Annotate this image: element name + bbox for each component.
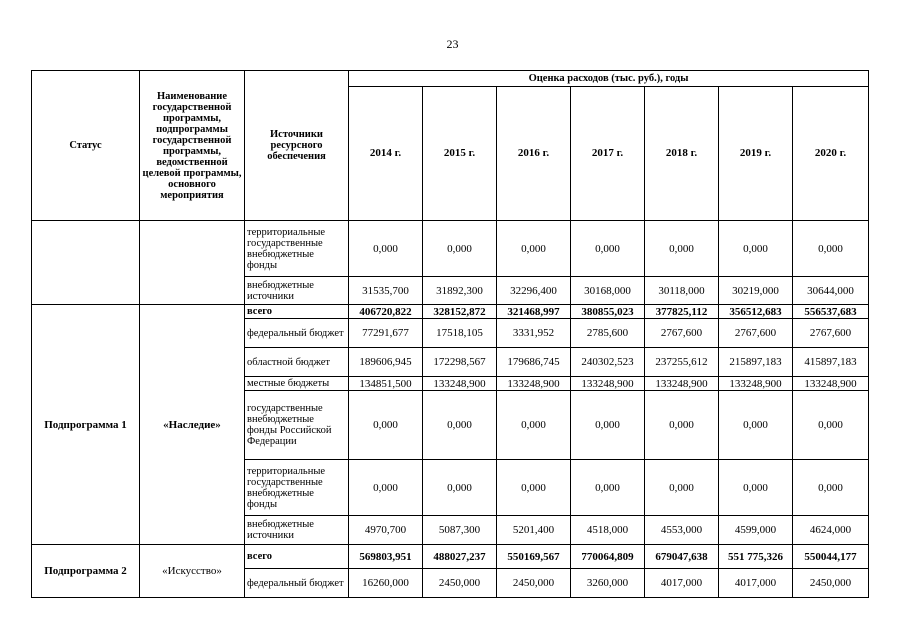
value-cell: 133248,900	[793, 377, 869, 391]
value-cell: 321468,997	[497, 305, 571, 319]
source-cell: всего	[245, 545, 349, 569]
value-cell: 679047,638	[645, 545, 719, 569]
value-cell: 4970,700	[349, 516, 423, 545]
value-cell: 0,000	[423, 221, 497, 277]
value-cell: 0,000	[571, 391, 645, 460]
value-cell: 133248,900	[645, 377, 719, 391]
value-cell: 569803,951	[349, 545, 423, 569]
value-cell: 16260,000	[349, 569, 423, 598]
header-year: 2019 г.	[719, 87, 793, 221]
header-year: 2015 г.	[423, 87, 497, 221]
header-status: Статус	[32, 71, 140, 221]
program-name-cell: «Искусство»	[140, 545, 245, 598]
value-cell: 0,000	[497, 391, 571, 460]
value-cell: 133248,900	[497, 377, 571, 391]
value-cell: 4553,000	[645, 516, 719, 545]
value-cell: 30118,000	[645, 277, 719, 305]
status-cell: Подпрограмма 2	[32, 545, 140, 598]
value-cell: 17518,105	[423, 319, 497, 348]
value-cell: 415897,183	[793, 348, 869, 377]
value-cell: 240302,523	[571, 348, 645, 377]
value-cell: 550044,177	[793, 545, 869, 569]
value-cell: 3331,952	[497, 319, 571, 348]
value-cell: 133248,900	[719, 377, 793, 391]
value-cell: 4599,000	[719, 516, 793, 545]
value-cell: 2767,600	[645, 319, 719, 348]
value-cell: 215897,183	[719, 348, 793, 377]
source-cell: территориальные государственные внебюджетные фонды	[245, 460, 349, 516]
value-cell: 380855,023	[571, 305, 645, 319]
value-cell: 0,000	[423, 391, 497, 460]
name-cell-empty	[140, 221, 245, 305]
value-cell: 0,000	[645, 460, 719, 516]
value-cell: 3260,000	[571, 569, 645, 598]
header-year: 2020 г.	[793, 87, 869, 221]
value-cell: 2450,000	[423, 569, 497, 598]
source-cell: государственные внебюджетные фонды Российской Федерации	[245, 391, 349, 460]
value-cell: 4624,000	[793, 516, 869, 545]
value-cell: 2767,600	[793, 319, 869, 348]
value-cell: 0,000	[349, 221, 423, 277]
value-cell: 179686,745	[497, 348, 571, 377]
value-cell: 134851,500	[349, 377, 423, 391]
source-cell: всего	[245, 305, 349, 319]
header-estimate: Оценка расходов (тыс. руб.), годы	[349, 71, 869, 87]
value-cell: 488027,237	[423, 545, 497, 569]
value-cell: 32296,400	[497, 277, 571, 305]
value-cell: 0,000	[497, 460, 571, 516]
source-cell: территориальные государственные внебюджетные фонды	[245, 221, 349, 277]
page-number: 23	[446, 37, 459, 51]
value-cell: 0,000	[793, 221, 869, 277]
value-cell: 0,000	[571, 221, 645, 277]
table-row	[32, 305, 869, 319]
value-cell: 0,000	[349, 391, 423, 460]
header-program-name: Наименование государственной программы, подпрограммы государственной программы, ведомственной целевой программы, основного мероприятия	[140, 71, 245, 221]
value-cell: 0,000	[645, 391, 719, 460]
value-cell: 0,000	[719, 391, 793, 460]
value-cell: 0,000	[423, 460, 497, 516]
value-cell: 189606,945	[349, 348, 423, 377]
value-cell: 0,000	[719, 460, 793, 516]
value-cell: 2767,600	[719, 319, 793, 348]
value-cell: 551 775,326	[719, 545, 793, 569]
value-cell: 0,000	[571, 460, 645, 516]
value-cell: 4017,000	[645, 569, 719, 598]
source-cell: внебюджетные источники	[245, 277, 349, 305]
header-year: 2014 г.	[349, 87, 423, 221]
value-cell: 30219,000	[719, 277, 793, 305]
value-cell: 237255,612	[645, 348, 719, 377]
header-row-1	[32, 71, 869, 87]
value-cell: 4518,000	[571, 516, 645, 545]
value-cell: 172298,567	[423, 348, 497, 377]
header-sources: Источники ресурсного обеспечения	[245, 71, 349, 221]
value-cell: 0,000	[793, 460, 869, 516]
value-cell: 133248,900	[571, 377, 645, 391]
table-row	[32, 545, 869, 569]
value-cell: 31892,300	[423, 277, 497, 305]
value-cell: 2785,600	[571, 319, 645, 348]
value-cell: 0,000	[645, 221, 719, 277]
source-cell: местные бюджеты	[245, 377, 349, 391]
value-cell: 556537,683	[793, 305, 869, 319]
source-cell: федеральный бюджет	[245, 569, 349, 598]
value-cell: 0,000	[719, 221, 793, 277]
value-cell: 77291,677	[349, 319, 423, 348]
header-year: 2017 г.	[571, 87, 645, 221]
value-cell: 30168,000	[571, 277, 645, 305]
value-cell: 0,000	[349, 460, 423, 516]
value-cell: 4017,000	[719, 569, 793, 598]
value-cell: 2450,000	[497, 569, 571, 598]
header-year: 2018 г.	[645, 87, 719, 221]
program-name-cell: «Наследие»	[140, 305, 245, 545]
value-cell: 2450,000	[793, 569, 869, 598]
value-cell: 5201,400	[497, 516, 571, 545]
value-cell: 356512,683	[719, 305, 793, 319]
source-cell: областной бюджет	[245, 348, 349, 377]
value-cell: 406720,822	[349, 305, 423, 319]
value-cell: 133248,900	[423, 377, 497, 391]
value-cell: 0,000	[793, 391, 869, 460]
value-cell: 770064,809	[571, 545, 645, 569]
budget-table	[31, 70, 869, 598]
value-cell: 31535,700	[349, 277, 423, 305]
status-cell-empty	[32, 221, 140, 305]
source-cell: федеральный бюджет	[245, 319, 349, 348]
status-cell: Подпрограмма 1	[32, 305, 140, 545]
value-cell: 5087,300	[423, 516, 497, 545]
value-cell: 0,000	[497, 221, 571, 277]
header-year: 2016 г.	[497, 87, 571, 221]
value-cell: 328152,872	[423, 305, 497, 319]
value-cell: 550169,567	[497, 545, 571, 569]
value-cell: 377825,112	[645, 305, 719, 319]
table-row	[32, 221, 869, 277]
source-cell: внебюджетные источники	[245, 516, 349, 545]
value-cell: 30644,000	[793, 277, 869, 305]
